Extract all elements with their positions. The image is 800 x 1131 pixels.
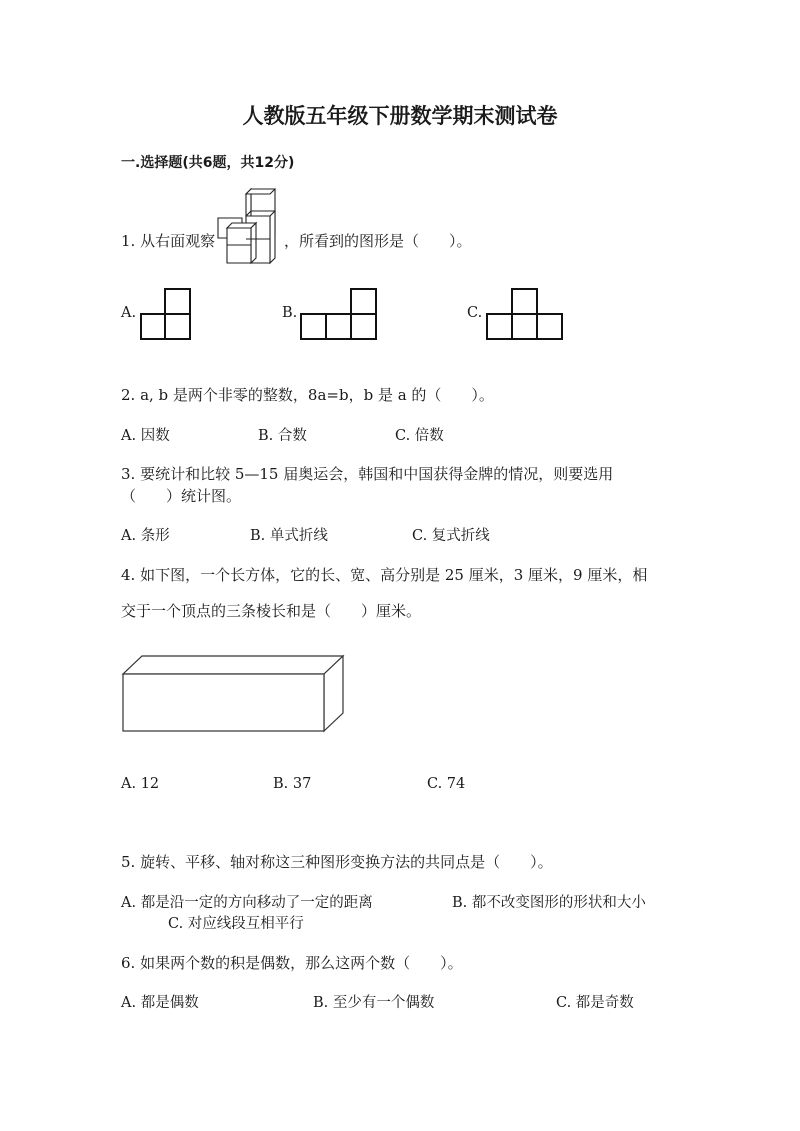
page-title: 人教版五年级下册数学期末测试卷 xyxy=(242,104,558,128)
question-4-option-b: B. 37 xyxy=(273,776,312,792)
question-2-option-a: A. 因数 xyxy=(121,428,170,444)
question-6-option-c: C. 都是奇数 xyxy=(556,995,634,1011)
question-5-option-b: B. 都不改变图形的形状和大小 xyxy=(452,895,646,911)
question-4-option-c: C. 74 xyxy=(427,776,466,792)
question-5-text: 5. 旋转、平移、轴对称这三种图形变换方法的共同点是（ ）。 xyxy=(121,853,553,871)
question-4-text-line2: 交于一个顶点的三条棱长和是（ ）厘米。 xyxy=(121,602,422,620)
question-3-text-line1: 3. 要统计和比较 5—15 届奥运会，韩国和中国获得金牌的情况，则要选用 xyxy=(121,465,614,483)
question-1-option-a: A. xyxy=(121,305,137,321)
question-1-text-end: ，所看到的图形是（ ）。 xyxy=(284,232,472,250)
question-2-option-c: C. 倍数 xyxy=(395,428,444,444)
question-1-text-start: 1. 从右面观察 xyxy=(121,232,216,250)
option-b-figure xyxy=(300,288,378,340)
question-6-option-a: A. 都是偶数 xyxy=(121,995,199,1011)
question-2-option-b: B. 合数 xyxy=(258,428,307,444)
question-2-text: 2. a, b 是两个非零的整数，8a=b，b 是 a 的（ ）。 xyxy=(121,386,494,404)
option-c-figure xyxy=(486,288,564,340)
section-heading: 一.选择题(共6题，共12分) xyxy=(121,155,295,171)
question-3-text-line2: （ ）统计图。 xyxy=(121,487,242,505)
question-4-option-a: A. 12 xyxy=(121,776,160,792)
question-6-text: 6. 如果两个数的积是偶数，那么这两个数（ ）。 xyxy=(121,954,463,972)
cuboid-figure xyxy=(122,655,346,733)
question-3-option-b: B. 单式折线 xyxy=(250,528,328,544)
option-a-figure xyxy=(140,288,192,340)
question-3-option-a: A. 条形 xyxy=(121,528,170,544)
question-1-option-b: B. xyxy=(282,305,298,321)
question-4-text-line1: 4. 如下图，一个长方体，它的长、宽、高分别是 25 厘米，3 厘米，9 厘米，相 xyxy=(121,566,648,584)
question-5-option-c: C. 对应线段互相平行 xyxy=(168,916,304,932)
question-3-option-c: C. 复式折线 xyxy=(412,528,490,544)
question-1-option-c: C. xyxy=(467,305,483,321)
question-6-option-b: B. 至少有一个偶数 xyxy=(313,995,435,1011)
cube-stack-figure xyxy=(217,188,281,268)
question-5-option-a: A. 都是沿一定的方向移动了一定的距离 xyxy=(121,895,373,911)
